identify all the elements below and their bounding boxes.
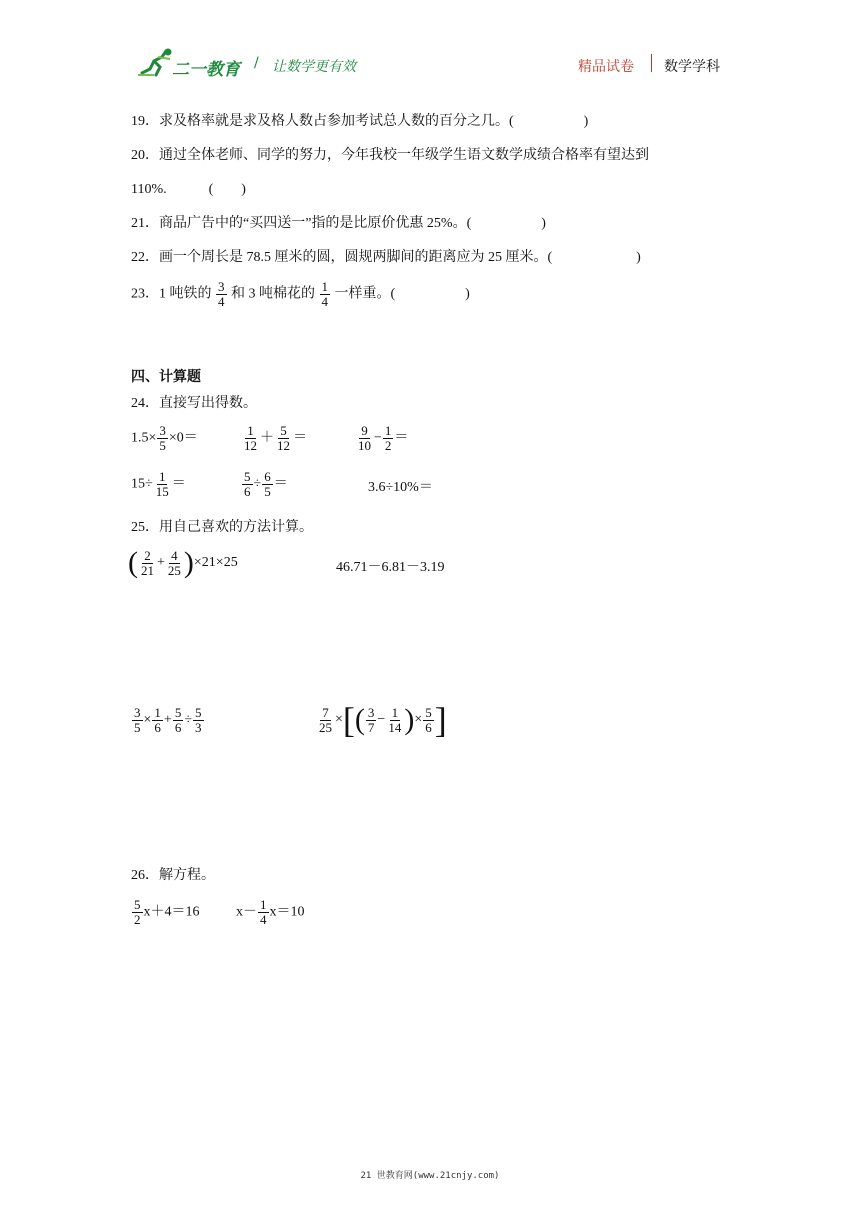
fraction-5-3 (193, 706, 204, 735)
numerator: 6 (264, 469, 271, 484)
fraction-3-4 (216, 280, 227, 309)
denominator: 2 (384, 438, 392, 453)
numerator: 2 (144, 547, 151, 563)
expr-8: 46.71－6.81－3.19 (336, 560, 445, 575)
numerator: 4 (171, 547, 178, 563)
question-24-title: 24．直接写出得数。 (131, 396, 257, 411)
equation-2-pre: x－ (236, 904, 257, 920)
numerator: 5 (244, 469, 251, 484)
question-20-line2: 110%. ( ) (131, 182, 246, 197)
fraction-5-12 (275, 424, 292, 453)
denominator: 25 (319, 719, 332, 735)
divide-sign: ÷ (184, 712, 192, 728)
header-subject: 数学学科 (664, 59, 720, 75)
denominator: 4 (321, 294, 328, 309)
question-25-title: 25．用自己喜欢的方法计算。 (131, 520, 313, 535)
denominator: 5 (264, 484, 271, 499)
logo-runner-icon (136, 47, 176, 79)
equals-sign: ＝ (273, 476, 288, 492)
numerator: 1 (154, 705, 161, 720)
question-22: 22．画一个周长是 78.5 厘米的圆，圆规两脚间的距离应为 25 厘米。( ) (131, 250, 641, 265)
denominator: 6 (425, 719, 432, 735)
denominator: 4 (260, 912, 267, 927)
numerator: 1 (321, 279, 328, 294)
right-paren: ) (404, 703, 415, 736)
plus-sign: + (157, 555, 165, 571)
times-sign: × (414, 712, 423, 728)
right-paren: ) (183, 546, 194, 579)
numerator: 5 (425, 704, 432, 720)
denominator: 25 (167, 562, 181, 578)
expr-10 (316, 702, 447, 738)
fraction-5-6 (423, 706, 434, 735)
numerator: 3 (159, 423, 166, 438)
left-paren: ( (354, 703, 365, 736)
q23-text-a: 23．1 吨铁的 (131, 286, 212, 302)
numerator: 1 (391, 704, 399, 720)
fraction-5-6 (242, 470, 253, 499)
fraction-2-21 (139, 549, 156, 578)
expr-7-post: ×21×25 (193, 555, 238, 571)
fraction-1-4 (258, 898, 269, 927)
expr-9 (131, 706, 205, 735)
denominator: 10 (358, 438, 371, 453)
header-divider (651, 54, 652, 72)
fraction-1-4 (320, 280, 331, 309)
section-4-title: 四、计算题 (131, 369, 201, 385)
equals-sign: ＝ (394, 430, 409, 446)
denominator: 2 (134, 912, 141, 927)
denominator: 12 (277, 438, 290, 453)
fraction-4-25 (166, 549, 183, 578)
fraction-7-25 (317, 706, 334, 735)
denominator: 14 (388, 719, 402, 735)
divide-sign: ÷ (253, 476, 262, 492)
fraction-3-5 (132, 706, 143, 735)
expr-4 (131, 470, 186, 499)
question-19: 19．求及格率就是求及格人数占参加考试总人数的百分之几。( ) (131, 114, 589, 129)
equals-sign: ＝ (293, 430, 307, 446)
times-sign: × (335, 712, 343, 728)
left-bracket: [ (342, 700, 355, 740)
question-20-line1: 20．通过全体老师、同学的努力，今年我校一年级学生语文数学成绩合格率有望达到 (131, 148, 649, 163)
denominator: 3 (195, 720, 202, 735)
numerator: 1 (384, 423, 392, 438)
numerator: 9 (361, 423, 368, 438)
logo-text: 二一教育 (172, 60, 240, 80)
equation-1 (131, 898, 200, 927)
expr-1 (131, 424, 198, 453)
numerator: 3 (367, 704, 375, 720)
right-bracket: ] (434, 700, 447, 740)
fraction-1-6 (152, 706, 163, 735)
fraction-1-12 (242, 424, 259, 453)
plus-sign: + (163, 712, 172, 728)
q23-text-b: 和 3 吨棉花的 (231, 286, 315, 302)
slogan: 让数学更有效 (272, 59, 356, 75)
footer-text: 21 世教育网(www.21cnjy.com) (360, 1171, 500, 1181)
equation-1-rest: x＋4＝16 (143, 904, 200, 920)
equation-2 (236, 898, 305, 927)
expr-5 (241, 470, 288, 499)
expr-3 (355, 424, 408, 453)
question-21: 21．商品广告中的“买四送一”指的是比原价优惠 25%。( ) (131, 216, 546, 231)
numerator: 1 (247, 423, 254, 438)
denominator: 12 (244, 438, 257, 453)
expr-2 (241, 424, 307, 453)
fraction-9-10 (356, 424, 373, 453)
fraction-5-2 (132, 898, 143, 927)
expr-1-post: ×0＝ (168, 430, 198, 446)
denominator: 5 (134, 720, 141, 735)
equals-sign: ＝ (171, 476, 186, 492)
numerator: 1 (260, 897, 267, 912)
denominator: 21 (141, 562, 154, 578)
numerator: 5 (134, 897, 141, 912)
question-23 (131, 280, 470, 309)
fraction-1-14 (386, 706, 403, 735)
denominator: 6 (244, 484, 251, 499)
denominator: 6 (154, 720, 161, 735)
fraction-1-15 (154, 470, 171, 499)
expr-1-pre: 1.5× (131, 430, 157, 446)
denominator: 6 (174, 720, 182, 735)
slash-divider: / (254, 55, 259, 71)
q23-text-c: 一样重。( ) (334, 286, 470, 302)
numerator: 5 (280, 423, 287, 438)
expr-6: 3.6÷10%＝ (368, 480, 433, 495)
denominator: 4 (218, 294, 225, 309)
question-26-title: 26．解方程。 (131, 868, 215, 883)
header (0, 0, 860, 90)
denominator: 7 (367, 719, 375, 735)
numerator: 5 (174, 705, 182, 720)
left-paren: ( (128, 546, 138, 579)
minus-sign: − (377, 712, 386, 728)
equation-2-post: x＝10 (269, 904, 305, 920)
denominator: 15 (155, 484, 169, 499)
fraction-6-5 (262, 470, 273, 499)
numerator: 1 (158, 469, 166, 484)
fraction-5-6 (173, 706, 184, 735)
plus-sign: ＋ (260, 430, 274, 446)
expr-4-pre: 15÷ (131, 476, 153, 492)
minus-sign: − (374, 430, 382, 446)
header-label: 精品试卷 (578, 59, 634, 75)
times-sign: × (143, 712, 152, 728)
numerator: 3 (134, 705, 141, 720)
numerator: 5 (195, 705, 202, 720)
numerator: 3 (218, 279, 225, 294)
denominator: 5 (159, 438, 166, 453)
fraction-3-5 (157, 424, 168, 453)
fraction-3-7 (366, 706, 377, 735)
numerator: 7 (322, 704, 329, 720)
fraction-1-2 (383, 424, 394, 453)
expr-7 (128, 548, 238, 578)
